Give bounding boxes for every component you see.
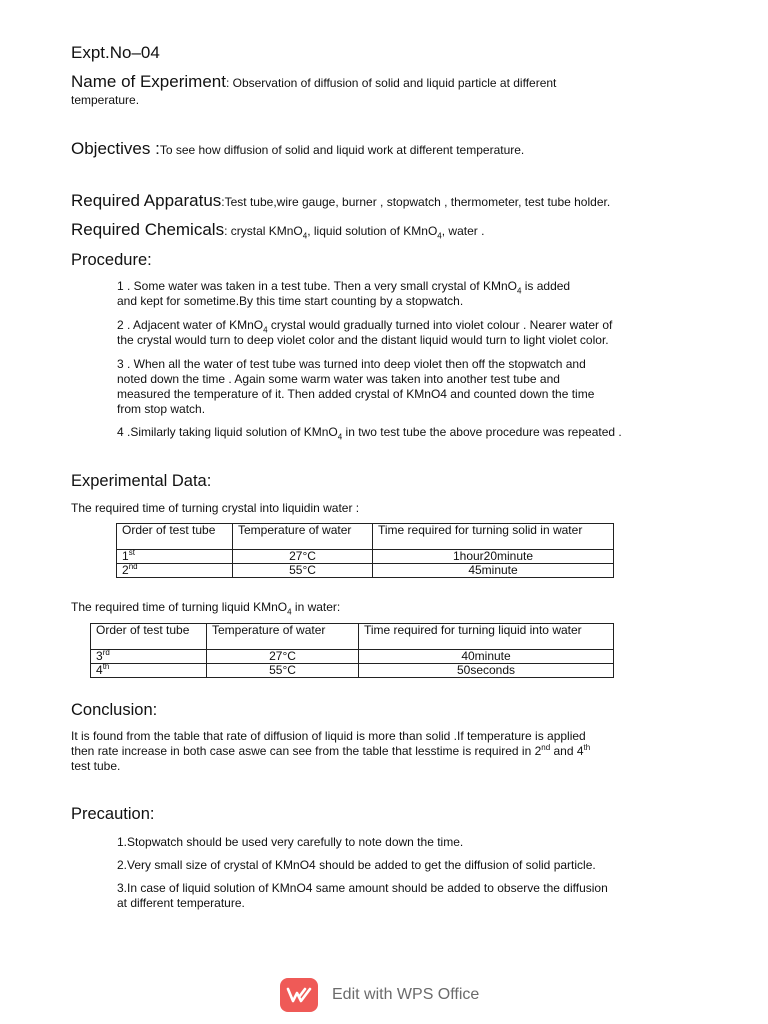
order-suffix: nd	[128, 562, 138, 571]
table-row	[117, 550, 614, 564]
precaution-3-line-1: 3.In case of liquid solution of KMnO4 same amount should be added to observe the diffusion	[117, 881, 608, 895]
step1-text-b: is added	[521, 279, 571, 293]
conclusion-line-1: It is found from the table that rate of diffusion of liquid is more than solid .If temperature is applied	[71, 729, 586, 743]
apparatus-label: Required Apparatus	[71, 191, 222, 210]
order-suffix: st	[128, 548, 135, 557]
table-row	[91, 664, 614, 678]
table-cell-order	[91, 664, 207, 678]
table-cell-temp: 55°C	[233, 564, 373, 578]
chemicals-sub-2: 4	[437, 231, 442, 241]
table2-caption-b: in water:	[291, 600, 341, 614]
table-liquid-diffusion	[90, 623, 614, 678]
precaution-heading: Precaution:	[71, 805, 155, 823]
chemicals	[71, 220, 484, 240]
table-header-cell: Time required for turning solid in water	[373, 524, 614, 550]
chemicals-text-1: : crystal KMnO	[224, 224, 303, 238]
conclusion-sup-2: th	[583, 743, 591, 752]
table-header-row	[117, 524, 614, 550]
table-cell-temp: 55°C	[207, 664, 359, 678]
chemicals-text-3: , water .	[441, 224, 485, 238]
table1-caption: The required time of turning crystal into liquidin water :	[71, 501, 360, 515]
experiment-name-value: : Observation of diffusion of solid and liquid particle at different	[225, 76, 557, 90]
table-cell-time: 1hour20minute	[373, 550, 614, 564]
wps-w-icon	[280, 978, 318, 1012]
table-solid-diffusion	[116, 523, 614, 578]
table-header-row	[91, 624, 614, 650]
step1-text-a: 1 . Some water was taken in a test tube. Then a very small crystal of KMnO	[117, 279, 517, 293]
table-header-cell: Temperature of water	[233, 524, 373, 550]
step2-sub: 4	[263, 325, 268, 335]
table-cell-time: 40minute	[359, 650, 614, 664]
expt-number: Expt.No–04	[71, 43, 160, 62]
apparatus	[71, 191, 610, 211]
table-cell-temp: 27°C	[233, 550, 373, 564]
experiment-name	[71, 72, 691, 92]
step3-line-3: measured the temperature of it. Then added crystal of KMnO4 and counted down the time	[117, 387, 595, 401]
step3-line-1: 3 . When all the water of test tube was turned into deep violet then off the stopwatch and	[117, 357, 586, 371]
procedure-step-4	[117, 425, 707, 440]
chemicals-text-2: , liquid solution of KMnO	[307, 224, 438, 238]
step4-text-b: in two test tube the above procedure was repeated .	[342, 425, 622, 439]
edit-with-wps-button[interactable]	[280, 978, 479, 1012]
order-suffix: rd	[102, 648, 110, 657]
table-row	[117, 564, 614, 578]
table-cell-temp: 27°C	[207, 650, 359, 664]
conclusion-heading: Conclusion:	[71, 701, 158, 719]
step2-text-a: 2 . Adjacent water of KMnO	[117, 318, 264, 332]
table-cell-time: 45minute	[373, 564, 614, 578]
table-header-cell: Order of test tube	[91, 624, 207, 650]
step3-line-4: from stop watch.	[117, 402, 206, 416]
step3-line-2: noted down the time . Again some warm water was taken into another test tube and	[117, 372, 560, 386]
order-suffix: th	[102, 662, 110, 671]
step1-text-c: and kept for sometime.By this time start counting by a stopwatch.	[117, 294, 464, 308]
table-row	[91, 650, 614, 664]
precaution-3-line-2: at different temperature.	[117, 896, 245, 910]
objectives-label: Objectives :	[71, 139, 160, 158]
chemicals-label: Required Chemicals	[71, 220, 225, 239]
order-number: 4	[96, 663, 103, 677]
objectives	[71, 139, 524, 159]
step2-text-c: the crystal would turn to deep violet color and the distant liquid would turn to light violet color.	[117, 333, 609, 347]
experiment-name-value-cont: temperature.	[71, 93, 140, 107]
table2-caption-a: The required time of turning liquid KMnO	[71, 600, 288, 614]
table-header-cell: Time required for turning liquid into water	[359, 624, 614, 650]
conclusion-text	[71, 729, 711, 774]
apparatus-value: :Test tube,wire gauge, burner , stopwatch , thermometer, test tube holder.	[221, 195, 611, 209]
procedure-heading: Procedure:	[71, 251, 152, 269]
conclusion-sup-1: nd	[541, 743, 551, 752]
table-cell-time: 50seconds	[359, 664, 614, 678]
chemicals-sub-1: 4	[302, 231, 308, 241]
table-cell-order	[117, 564, 233, 578]
experiment-name-label: Name of Experiment	[71, 72, 226, 91]
experimental-data-heading: Experimental Data:	[71, 472, 212, 490]
chemicals-value	[224, 224, 485, 241]
procedure-step-1	[117, 279, 707, 309]
conclusion-line-2a: then rate increase in both case aswe can see from the table that lesstime is required in 2	[71, 744, 542, 758]
precaution-3	[117, 881, 707, 911]
step4-sub: 4	[337, 432, 343, 442]
objectives-value: To see how diffusion of solid and liquid work at different temperature.	[159, 143, 525, 157]
procedure-step-3	[117, 357, 707, 417]
procedure-step-2	[117, 318, 707, 348]
order-number: 1	[122, 549, 129, 563]
conclusion-line-2b: and 4	[550, 744, 584, 758]
table2-caption	[71, 600, 340, 615]
step2-text-b: crystal would gradually turned into violet colour . Nearer water of	[267, 318, 613, 332]
order-number: 3	[96, 649, 103, 663]
wps-label: Edit with WPS Office	[332, 986, 480, 1003]
order-number: 2	[122, 563, 129, 577]
step4-text-a: 4 .Similarly taking liquid solution of KMnO	[117, 425, 338, 439]
table-header-cell: Order of test tube	[117, 524, 233, 550]
conclusion-line-3: test tube.	[71, 759, 121, 773]
precaution-1: 1.Stopwatch should be used very carefully to note down the time.	[117, 835, 464, 849]
table-header-cell: Temperature of water	[207, 624, 359, 650]
table2-caption-sub: 4	[287, 607, 292, 617]
step1-sub: 4	[516, 286, 522, 296]
precaution-2: 2.Very small size of crystal of KMnO4 should be added to get the diffusion of solid particle.	[117, 858, 596, 872]
